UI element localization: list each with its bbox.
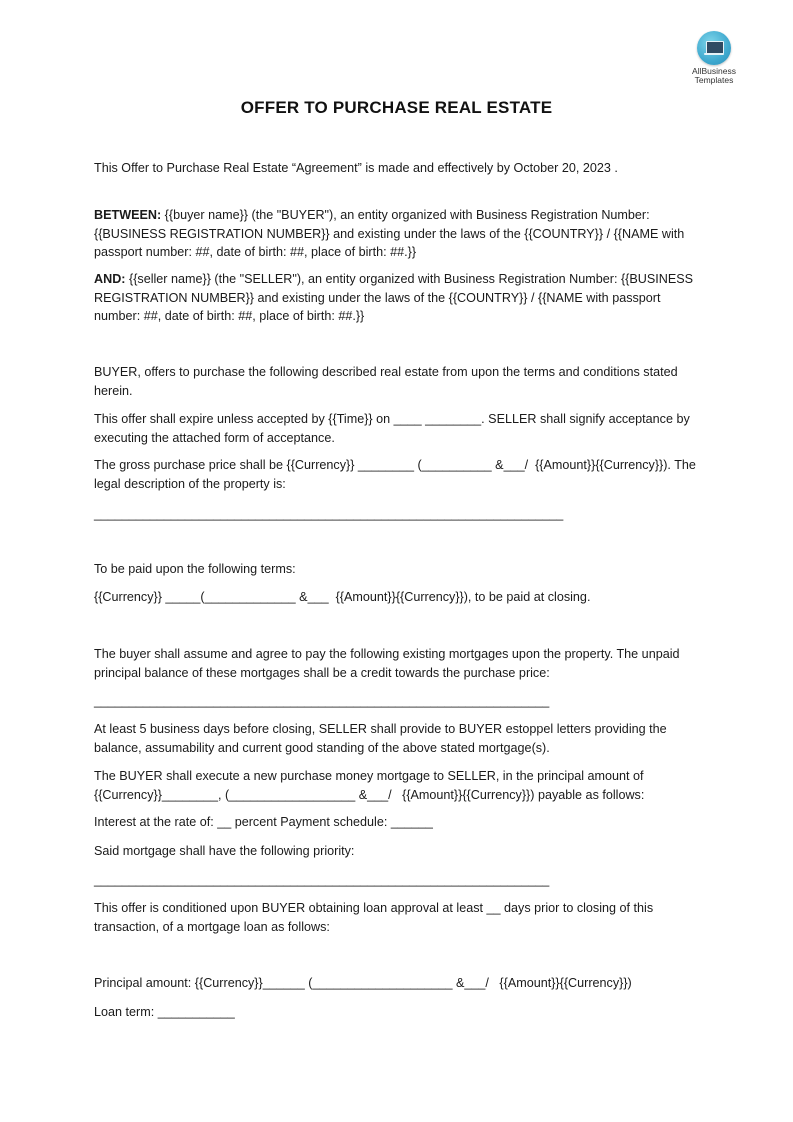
interest-paragraph: Interest at the rate of: __ percent Payment schedule: ______ [94,815,433,829]
estoppel-paragraph: At least 5 business days before closing, SELLER shall provide to BUYER estoppel letters providing the balance, assumability and current good standing of the above stated mortgage(s). [94,722,671,755]
priority-line: _________________________________________________________________ [94,873,550,887]
expire-paragraph: This offer shall expire unless accepted by {{Time}} on ____ ________. SELLER shall signify acceptance by executing the attached form of acceptance. [94,412,694,445]
brand-line-2: Templates [694,75,734,85]
principal-paragraph: Principal amount: {{Currency}}______ (____________________ &___/ {{Amount}}{{Currency}}) [94,976,632,990]
brand-name [684,67,744,85]
priority-paragraph: Said mortgage shall have the following priority: [94,844,355,858]
offer-paragraph: BUYER, offers to purchase the following described real estate from upon the terms and conditions stated herein. [94,365,682,398]
terms-paragraph: To be paid upon the following terms: [94,562,296,576]
mortgages-line: _________________________________________________________________ [94,694,550,708]
and-paragraph [94,270,699,326]
intro-paragraph: This Offer to Purchase Real Estate “Agreement” is made and effectively by October 20, 2023 . [94,161,618,175]
laptop-icon [697,31,731,65]
and-text: {{seller name}} (the "SELLER"), an entity organized with Business Registration Number: {{BUSINESS REGISTRATION NUMBER}} and existing under the laws of the {{COUNTRY}} / {{NAME with passport number: ##, date of birth: ##, place of birth: ##.}} [94,272,697,323]
price-paragraph: The gross purchase price shall be {{Currency}} ________ (__________ &___/ {{Amount}}{{Currency}}). The legal description of the property is: [94,458,700,491]
loan-approval-paragraph: This offer is conditioned upon BUYER obtaining loan approval at least __ days prior to closing of this transaction, of a mortgage loan as follows: [94,901,657,934]
between-text: {{buyer name}} (the "BUYER"), an entity organized with Business Registration Number: {{BUSINESS REGISTRATION NUMBER}} and existing under the laws of the {{COUNTRY}} / {{NAME with passport number: ##, date of birth: ##, place of birth: ##.}} [94,208,688,259]
document-title: OFFER TO PURCHASE REAL ESTATE [240,98,553,117]
brand-logo [684,31,744,85]
legal-description-line: ___________________________________________________________________ [94,507,564,521]
between-label: BETWEEN: [94,208,162,222]
and-label: AND: [94,272,126,286]
brand-line-1: AllBusiness [692,66,736,76]
closing-paragraph: {{Currency}} _____(_____________ &___ {{Amount}}{{Currency}}), to be paid at closing. [94,590,591,604]
mortgages-paragraph: The buyer shall assume and agree to pay the following existing mortgages upon the property. The unpaid principal balance of these mortgages shall be a credit towards the purchase price: [94,647,684,680]
purchase-money-paragraph: The BUYER shall execute a new purchase money mortgage to SELLER, in the principal amount of {{Currency}}________, (__________________ &___/ {{Amount}}{{Currency}}) payable as follows: [94,769,648,802]
between-paragraph [94,206,699,262]
loan-term-paragraph: Loan term: ___________ [94,1005,235,1019]
